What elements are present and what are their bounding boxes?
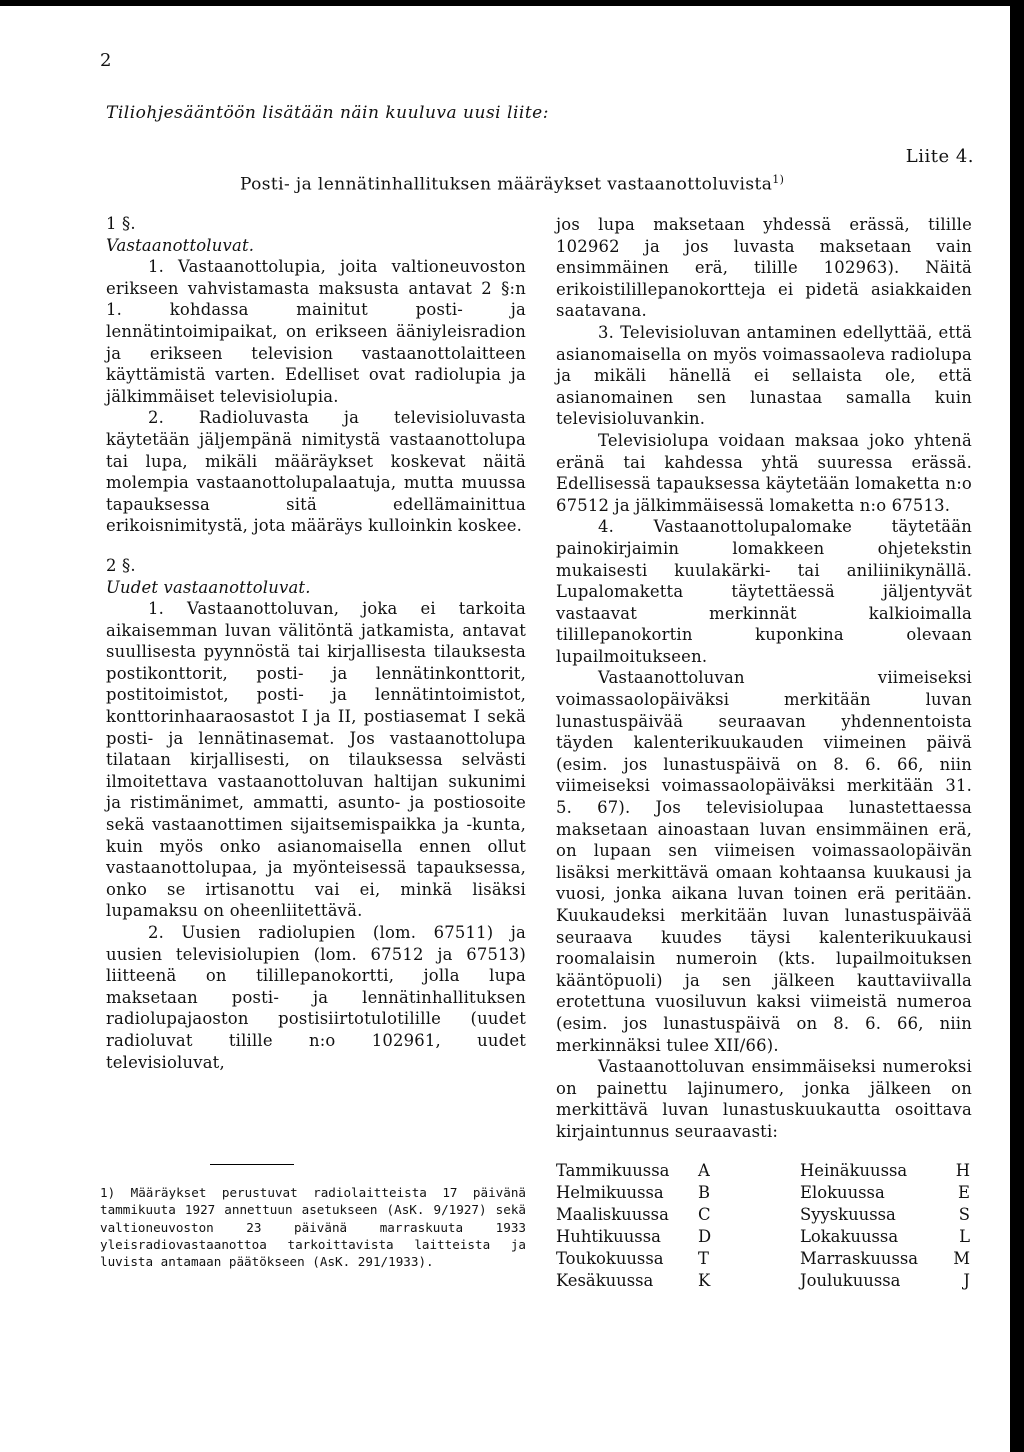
- month-cell: Syyskuussa: [800, 1205, 896, 1224]
- page-right-border: [1010, 0, 1024, 1452]
- month-cell: Tammikuussa: [556, 1161, 670, 1180]
- month-cell: Toukokuussa: [556, 1249, 664, 1268]
- document-title-footnote-mark: 1): [772, 173, 785, 186]
- table-row: [556, 1226, 976, 1248]
- document-title-text: Posti- ja lennätinhallituksen määräykset vastaanottoluvista: [240, 174, 773, 195]
- month-cell: Lokakuussa: [800, 1227, 899, 1246]
- code-cell: M: [953, 1249, 970, 1268]
- table-row: [556, 1204, 976, 1226]
- code-cell: S: [958, 1205, 970, 1224]
- section1-head: 1 §.: [106, 214, 136, 233]
- section1-paragraph: 1. Vastaanottolupia, joita valtioneuvoston erikseen vahvistamasta maksusta antavat 2 §:n 1. kohdassa mainitut posti- ja lennätintoimipaikat, on erikseen ääniyleisradion ja erikseen television vastaanottolaitteen käyttämistä varten. Edelliset ovat radiolupia ja jälkimmäiset televisiolupia.: [106, 257, 526, 406]
- code-cell: B: [698, 1183, 711, 1202]
- month-cell: Heinäkuussa: [800, 1161, 908, 1180]
- month-cell: Maaliskuussa: [556, 1205, 669, 1224]
- right-paragraph: Vastaanottoluvan ensimmäiseksi numeroksi on painettu lajinumero, jonka jälkeen on merkittävä luvan lunastuskuukautta osoittava kirjaintunnus seuraavasti:: [556, 1057, 972, 1141]
- left-column: [106, 213, 526, 1073]
- code-cell: C: [698, 1205, 711, 1224]
- footnote: 1) Määräykset perustuvat radiolaitteista 17 päivänä tammikuuta 1927 annettuun asetukseen (AsK. 9/1927) sekä valtioneuvoston 23 päivänä marraskuuta 1933 yleisradiovastaanottoa tarkoittavista laitteista ja luvista antamaan päätökseen (AsK. 291/1933).: [100, 1185, 526, 1270]
- right-column: [556, 214, 972, 1143]
- document-title: [0, 173, 1024, 195]
- table-row: [556, 1270, 976, 1292]
- code-cell: K: [698, 1271, 711, 1290]
- section1-title: Vastaanottoluvat.: [106, 235, 255, 255]
- section2-paragraph: 1. Vastaanottoluvan, joka ei tarkoita aikaisemman luvan välitöntä jatkamista, antavat suullisesta pyynnöstä tai kirjallisesta tilauksesta postikonttorit, posti- ja lennätinkonttorit, postitoimistot, posti- ja lennätintoimistot, konttorinhaaraosastot I ja II, postiasemat I sekä posti- ja lennätinasemat. Jos vastaanottolupa tilataan kirjallisesti, on tilauksessa selvästi ilmoitettava vastaanottoluvan haltijan sukunimi ja ristimänimet, ammatti, asunto- ja postiosoite sekä vastaanottimen sijaitsemispaikka ja -kunta, kuin myös onko asianomaisella ennen ollut vastaanottolupaa, ja myönteisessä tapauksessa, onko se irtisanottu vai ei, minkä lisäksi lupamaksu on oheenliitettävä.: [106, 599, 526, 921]
- code-cell: L: [959, 1227, 970, 1246]
- page-number: 2: [100, 50, 112, 71]
- code-cell: T: [698, 1249, 709, 1268]
- appendix-label: Liite 4.: [905, 146, 974, 167]
- right-paragraph: 3. Televisioluvan antaminen edellyttää, että asianomaisella on myös voimassaoleva radiolupa ja mikäli hänellä ei sellaista ole, että asianomainen sen lunastaa samalla kuin televisioluvankin.: [556, 322, 972, 429]
- code-cell: D: [698, 1227, 712, 1246]
- section1-paragraph: 2. Radioluvasta ja televisioluvasta käytetään jäljempänä nimitystä vastaanottolupa tai lupa, mikäli määräykset koskevat näitä molempia vastaanottolupalaatuja, mutta muussa tapauksessa sitä edellämainittua erikoisnimitystä, jota määräys kulloinkin koskee.: [106, 408, 526, 536]
- table-row: [556, 1182, 976, 1204]
- right-paragraph: Vastaanottoluvan viimeiseksi voimassaolopäiväksi merkitään luvan lunastuspäivää seuraavan yhdennentoista täyden kalenterikuukauden viimeinen päivä (esim. jos lunastuspäivä on 8. 6. 66, niin viimeiseksi voimassaolopäiväksi merkitään 31. 5. 67). Jos televisiolupaa lunastettaessa maksetaan ainoastaan luvan ensimmäinen erä, on lupaan sen viimeisen voimassaolopäivän lisäksi merkittävä omaan kohtaansa kuukausi ja vuosi, jonka aikana luvan toinen erä peritään. Kuukaudeksi merkitään luvan lunastuspäivää seuraava kuudes täysi kalenterikuukausi roomalaisin numeroin (kts. lupailmoituksen kääntöpuoli) ja sen jälkeen kauttaviivalla erotettuna vuosiluvun kaksi viimeistä numeroa (esim. jos lunastuspäivä on 8. 6. 66, niin merkinnäksi tulee XII/66).: [556, 668, 972, 1055]
- month-code-table: [556, 1160, 976, 1292]
- intro-line: Tiliohjesääntöön lisätään näin kuuluva uusi liite:: [106, 103, 549, 123]
- month-cell: Joulukuussa: [800, 1271, 901, 1290]
- table-row: [556, 1160, 976, 1182]
- continuation-paragraph: jos lupa maksetaan yhdessä erässä, tilille 102962 ja jos luvasta maksetaan vain ensimmäinen erä, tilille 102963). Näitä erikoistilillepanokortteja ei pidetä asiakkaiden saatavana.: [556, 215, 972, 321]
- month-cell: Elokuussa: [800, 1183, 885, 1202]
- section2-head: 2 §.: [106, 555, 136, 575]
- section2-paragraph: 2. Uusien radiolupien (lom. 67511) ja uusien televisiolupien (lom. 67512 ja 67513) liitteenä on tilillepanokortti, jolla lupa maksetaan posti- ja lennätinhallituksen radiolupajaoston postisiirtotulotilille (uudet radioluvat tilille n:o 102961, uudet televisioluvat,: [106, 923, 526, 1072]
- right-paragraph: 4. Vastaanottolupalomake täytetään painokirjaimin lomakkeen ohjetekstin mukaisesti kuulakärki- tai aniliinikynällä. Lupalomaketta täytettäessä jäljentyvät vastaavat merkinnät kalkioimalla tilillepanokortin kuponkina olevaan lupailmoitukseen.: [556, 517, 972, 666]
- table-row: [556, 1248, 976, 1270]
- month-cell: Huhtikuussa: [556, 1227, 661, 1246]
- code-cell: A: [698, 1161, 710, 1180]
- code-cell: J: [963, 1271, 970, 1290]
- code-cell: H: [955, 1161, 970, 1180]
- page-top-border: [0, 0, 1024, 6]
- month-cell: Kesäkuussa: [556, 1271, 654, 1290]
- section2-title: Uudet vastaanottoluvat.: [106, 577, 311, 597]
- month-cell: Marraskuussa: [800, 1249, 919, 1268]
- footnote-rule: [210, 1164, 294, 1165]
- month-cell: Helmikuussa: [556, 1183, 664, 1202]
- right-paragraph: Televisiolupa voidaan maksaa joko yhtenä eränä tai kahdessa yhtä suuressa erässä. Edellisessä tapauksessa käytetään lomaketta n:o 67512 ja jälkimmäisessä lomaketta n:o 67513.: [556, 430, 972, 515]
- code-cell: E: [958, 1183, 970, 1202]
